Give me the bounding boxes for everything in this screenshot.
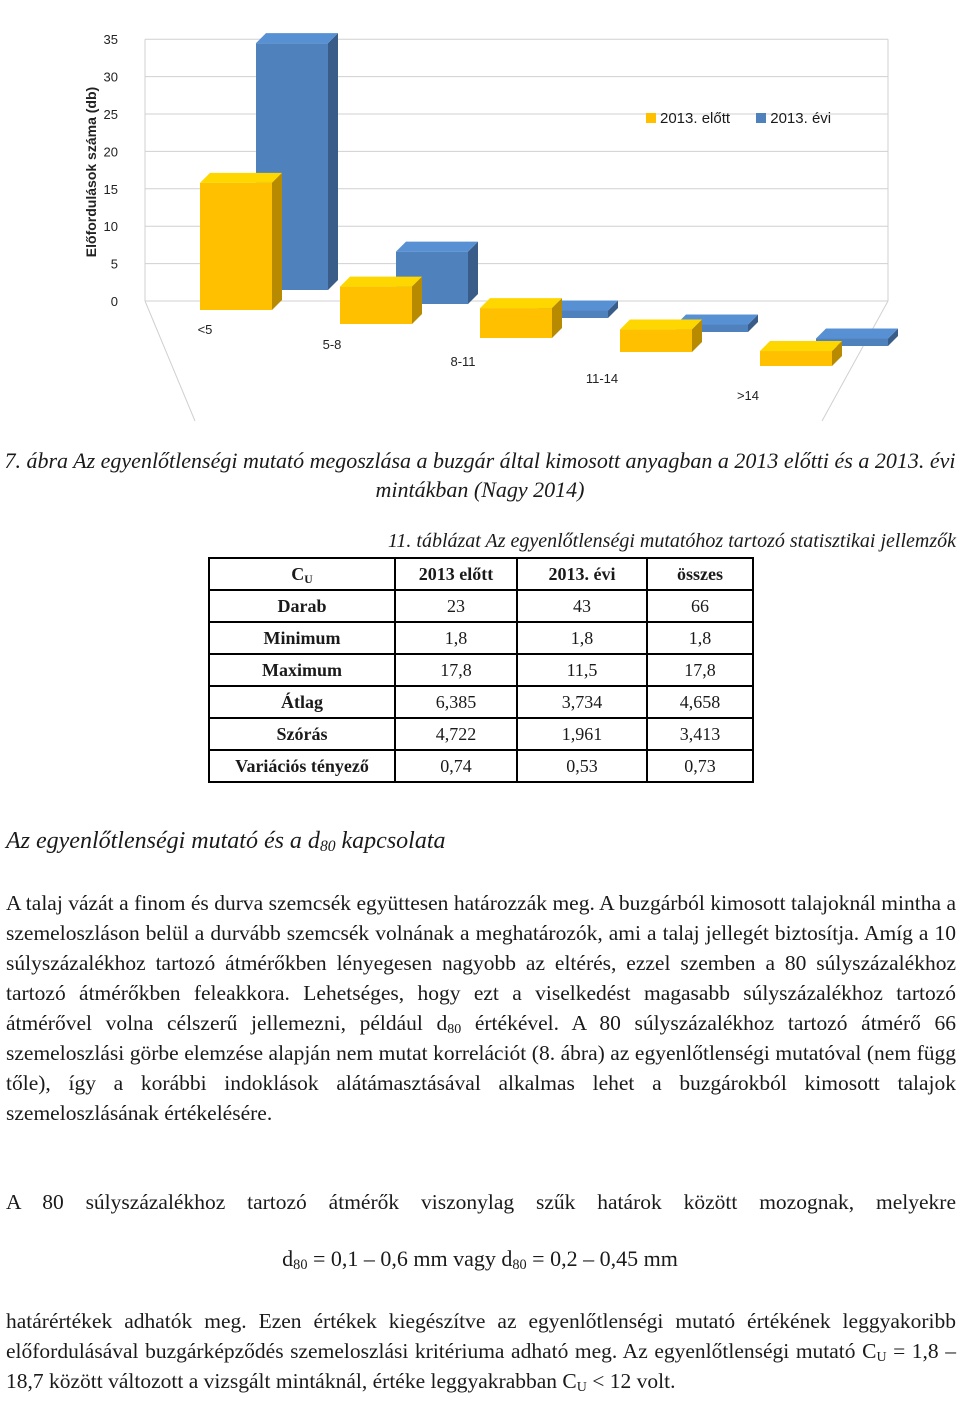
y-tick-label: 35: [103, 32, 118, 48]
bar-side: [468, 242, 478, 304]
y-tick-label: 25: [103, 107, 118, 122]
table-cell: 6,385: [395, 686, 517, 718]
bar-before-0: [200, 173, 282, 310]
bar-front: [620, 330, 692, 352]
bar-front: [760, 351, 832, 366]
table-cell: 17,8: [395, 654, 517, 686]
table-cell: 17,8: [647, 654, 753, 686]
section-heading: Az egyenlőtlenségi mutató és a $d_{80}$ kapcsolata: [6, 828, 446, 855]
bar-top: [480, 298, 562, 308]
y-tick-label: 15: [103, 181, 118, 197]
legend-swatch-2013: [756, 113, 766, 123]
bar-front: [340, 287, 412, 324]
paragraph-2: A 80 súlyszázalékhoz tartozó átmérők viszonylag szűk határok között mozognak, melyekre: [6, 1190, 956, 1214]
table-cell: 3,734: [517, 686, 647, 718]
y-axis-label: Előfordulások száma (db): [83, 86, 99, 258]
y-tick-label: 20: [103, 144, 118, 160]
bar-before-3: [620, 320, 702, 352]
table-cell: 4,658: [647, 686, 753, 718]
table-cell: 0,73: [647, 750, 753, 782]
bar-chart-3d: [0, 0, 960, 430]
table-header-row: [209, 558, 753, 590]
y-tick-label: 10: [103, 219, 118, 235]
table-header-col: 2013. évi: [517, 558, 647, 590]
x-tick-label: 5-8: [322, 337, 342, 352]
bar-side: [272, 173, 282, 310]
row-label: Variációs tényező: [209, 750, 395, 782]
legend-swatch-before: [646, 113, 656, 123]
y-tick-label: 30: [103, 69, 118, 85]
bar-before-4: [760, 341, 842, 366]
table-row: [209, 654, 753, 686]
paragraph-3: határértékek adhatók meg. Ezen értékek kiegészítve az egyenlőtlenségi mutató értékének leggyakoribb előfordulásával buzgárképződés szemeloszlási kritériuma adható meg. Az egyenlőtlenségi mutató $C_U = 1,8 - 18,7$ között változott a vizsgált mintáknál, értéke leggyakrabban $C_U < 12$ volt.: [6, 1309, 956, 1395]
bar-top: [340, 277, 422, 287]
table-cell: 0,74: [395, 750, 517, 782]
bar-front: [200, 183, 272, 310]
bar-top: [396, 242, 478, 252]
bar-before-2: [480, 298, 562, 338]
formula: $d_{80} = 0,1 - 0,6$ mm vagy $d_{80} = 0,2 - 0,45$ mm: [282, 1246, 678, 1273]
paragraph-1: A talaj vázát a finom és durva szemcsék együttesen határozzák meg. A buzgárból kimosott talajoknál mintha a szemeloszláson belül a durvább szemcsék volnának a meghatározók, ami a talaj jellegét biztosítja. Amíg a 10 súlyszázalékhoz tartozó átmérőkben lényegesen nagyobb az eltérés, ezzel szemben a 80 súlyszázalékhoz tartozó átmérőkben feleakkora. Lehetséges, hogy ezt a viselkedést magasabb súlyszázalékhoz tartozó átmérővel volna célszerű jellemezni, például $d_{80}$ értékével. A 80 súlyszázalékhoz tartozó átmérő 66 szemeloszlási görbe elemzése alapján nem mutat korrelációt (8. ábra) az egyenlőtlenségi mutatóval (nem függ tőle), így a korábbi indoklások alátámasztásával alkalmas lehet a buzgárokból kimosott talajok szemeloszlásának értékelésére.: [6, 891, 956, 1125]
legend-label-2013: 2013. évi: [770, 110, 832, 127]
y-tick-label: 0: [110, 294, 118, 309]
chart-legend: [646, 110, 831, 127]
table-row: [209, 750, 753, 782]
table-cell: 1,961: [517, 718, 647, 750]
x-tick-label: >14: [736, 388, 760, 403]
table-cell: 0,53: [517, 750, 647, 782]
bar-side: [328, 33, 338, 290]
legend-label-before: 2013. előtt: [660, 110, 731, 127]
table-cell: 1,8: [395, 622, 517, 654]
table-cell: 3,413: [647, 718, 753, 750]
table-cell: 66: [647, 590, 753, 622]
table-cell: 4,722: [395, 718, 517, 750]
statistics-table: [208, 557, 754, 783]
table-header-col: 2013 előtt: [395, 558, 517, 590]
x-tick-label: 8-11: [450, 354, 476, 369]
row-label: Minimum: [209, 622, 395, 654]
bar-top: [200, 173, 282, 183]
x-tick-label: <5: [197, 322, 213, 337]
table-cell: 1,8: [517, 622, 647, 654]
chart: [0, 0, 960, 430]
table-cell: 43: [517, 590, 647, 622]
table-cell: 23: [395, 590, 517, 622]
table-caption: 11. táblázat Az egyenlőtlenségi mutatóhoz tartozó statisztikai jellemzők: [387, 530, 956, 552]
table-cell: 1,8: [647, 622, 753, 654]
bar-front: [480, 308, 552, 338]
row-label: Átlag: [209, 686, 395, 718]
row-label: Maximum: [209, 654, 395, 686]
row-label: Darab: [209, 590, 395, 622]
x-tick-label: 11-14: [585, 371, 619, 386]
table-header-cu: $C_U$: [209, 558, 395, 590]
figure-caption: 7. ábra Az egyenlőtlenségi mutató megoszlása a buzgár által kimosott anyagban a 2013 előtti és a 2013. évi mintákban (Nagy 2014): [4, 448, 956, 502]
bar-top: [620, 320, 702, 330]
floor-edge: [145, 301, 195, 421]
table-row: [209, 686, 753, 718]
table-header-col: összes: [647, 558, 753, 590]
bar-top: [256, 33, 338, 43]
bar-top: [816, 329, 898, 339]
row-label: Szórás: [209, 718, 395, 750]
bar-top: [760, 341, 842, 351]
table-row: [209, 622, 753, 654]
table-row: [209, 590, 753, 622]
y-tick-label: 5: [110, 256, 118, 272]
table-row: [209, 718, 753, 750]
bar-before-1: [340, 277, 422, 324]
table-cell: 11,5: [517, 654, 647, 686]
